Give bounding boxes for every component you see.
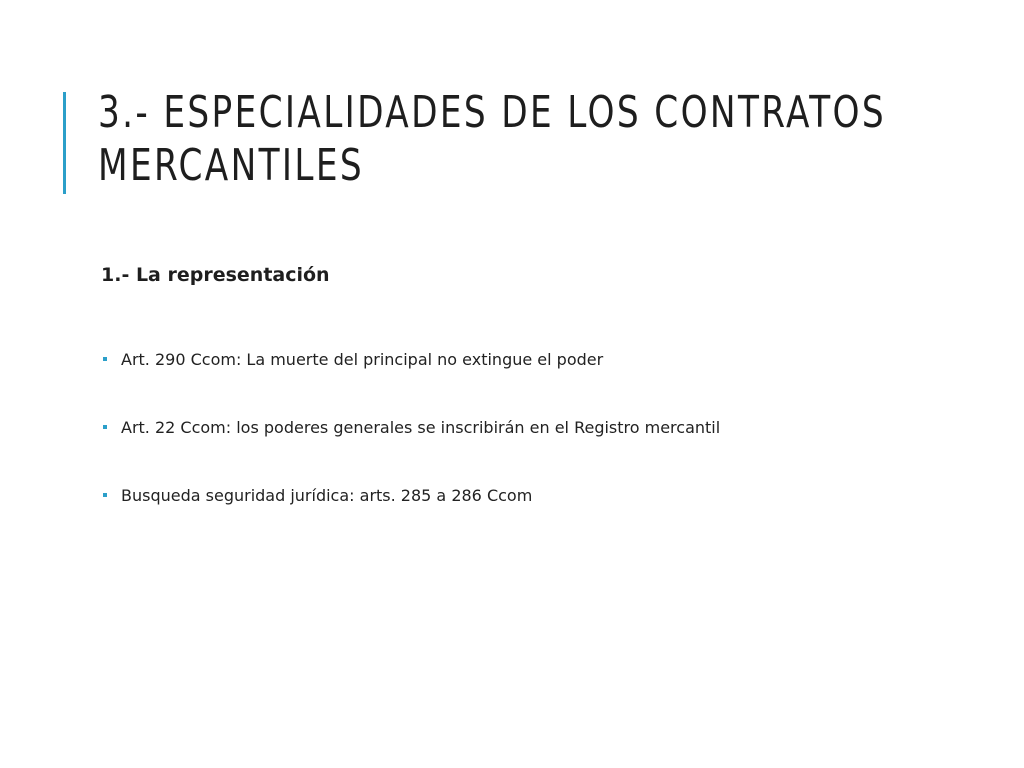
bullet-text: Art. 22 Ccom: los poderes generales se inscribirán en el Registro mercantil [121, 418, 721, 437]
slide-subtitle: 1.- La representación [101, 264, 330, 286]
square-bullet-icon [103, 357, 107, 361]
bullet-item [103, 348, 720, 416]
slide-title [98, 86, 886, 192]
slide-title-line-1: 3.- ESPECIALIDADES DE LOS CONTRATOS [98, 87, 886, 138]
bullet-item [103, 416, 720, 484]
bullet-text: Busqueda seguridad jurídica: arts. 285 a 286 Ccom [121, 486, 533, 505]
bullet-list [103, 348, 720, 552]
bullet-text: Art. 290 Ccom: La muerte del principal no extingue el poder [121, 350, 604, 369]
bullet-item [103, 484, 720, 552]
square-bullet-icon [103, 425, 107, 429]
title-accent-bar-icon [63, 92, 66, 194]
square-bullet-icon [103, 493, 107, 497]
slide-title-line-2: MERCANTILES [98, 140, 364, 191]
